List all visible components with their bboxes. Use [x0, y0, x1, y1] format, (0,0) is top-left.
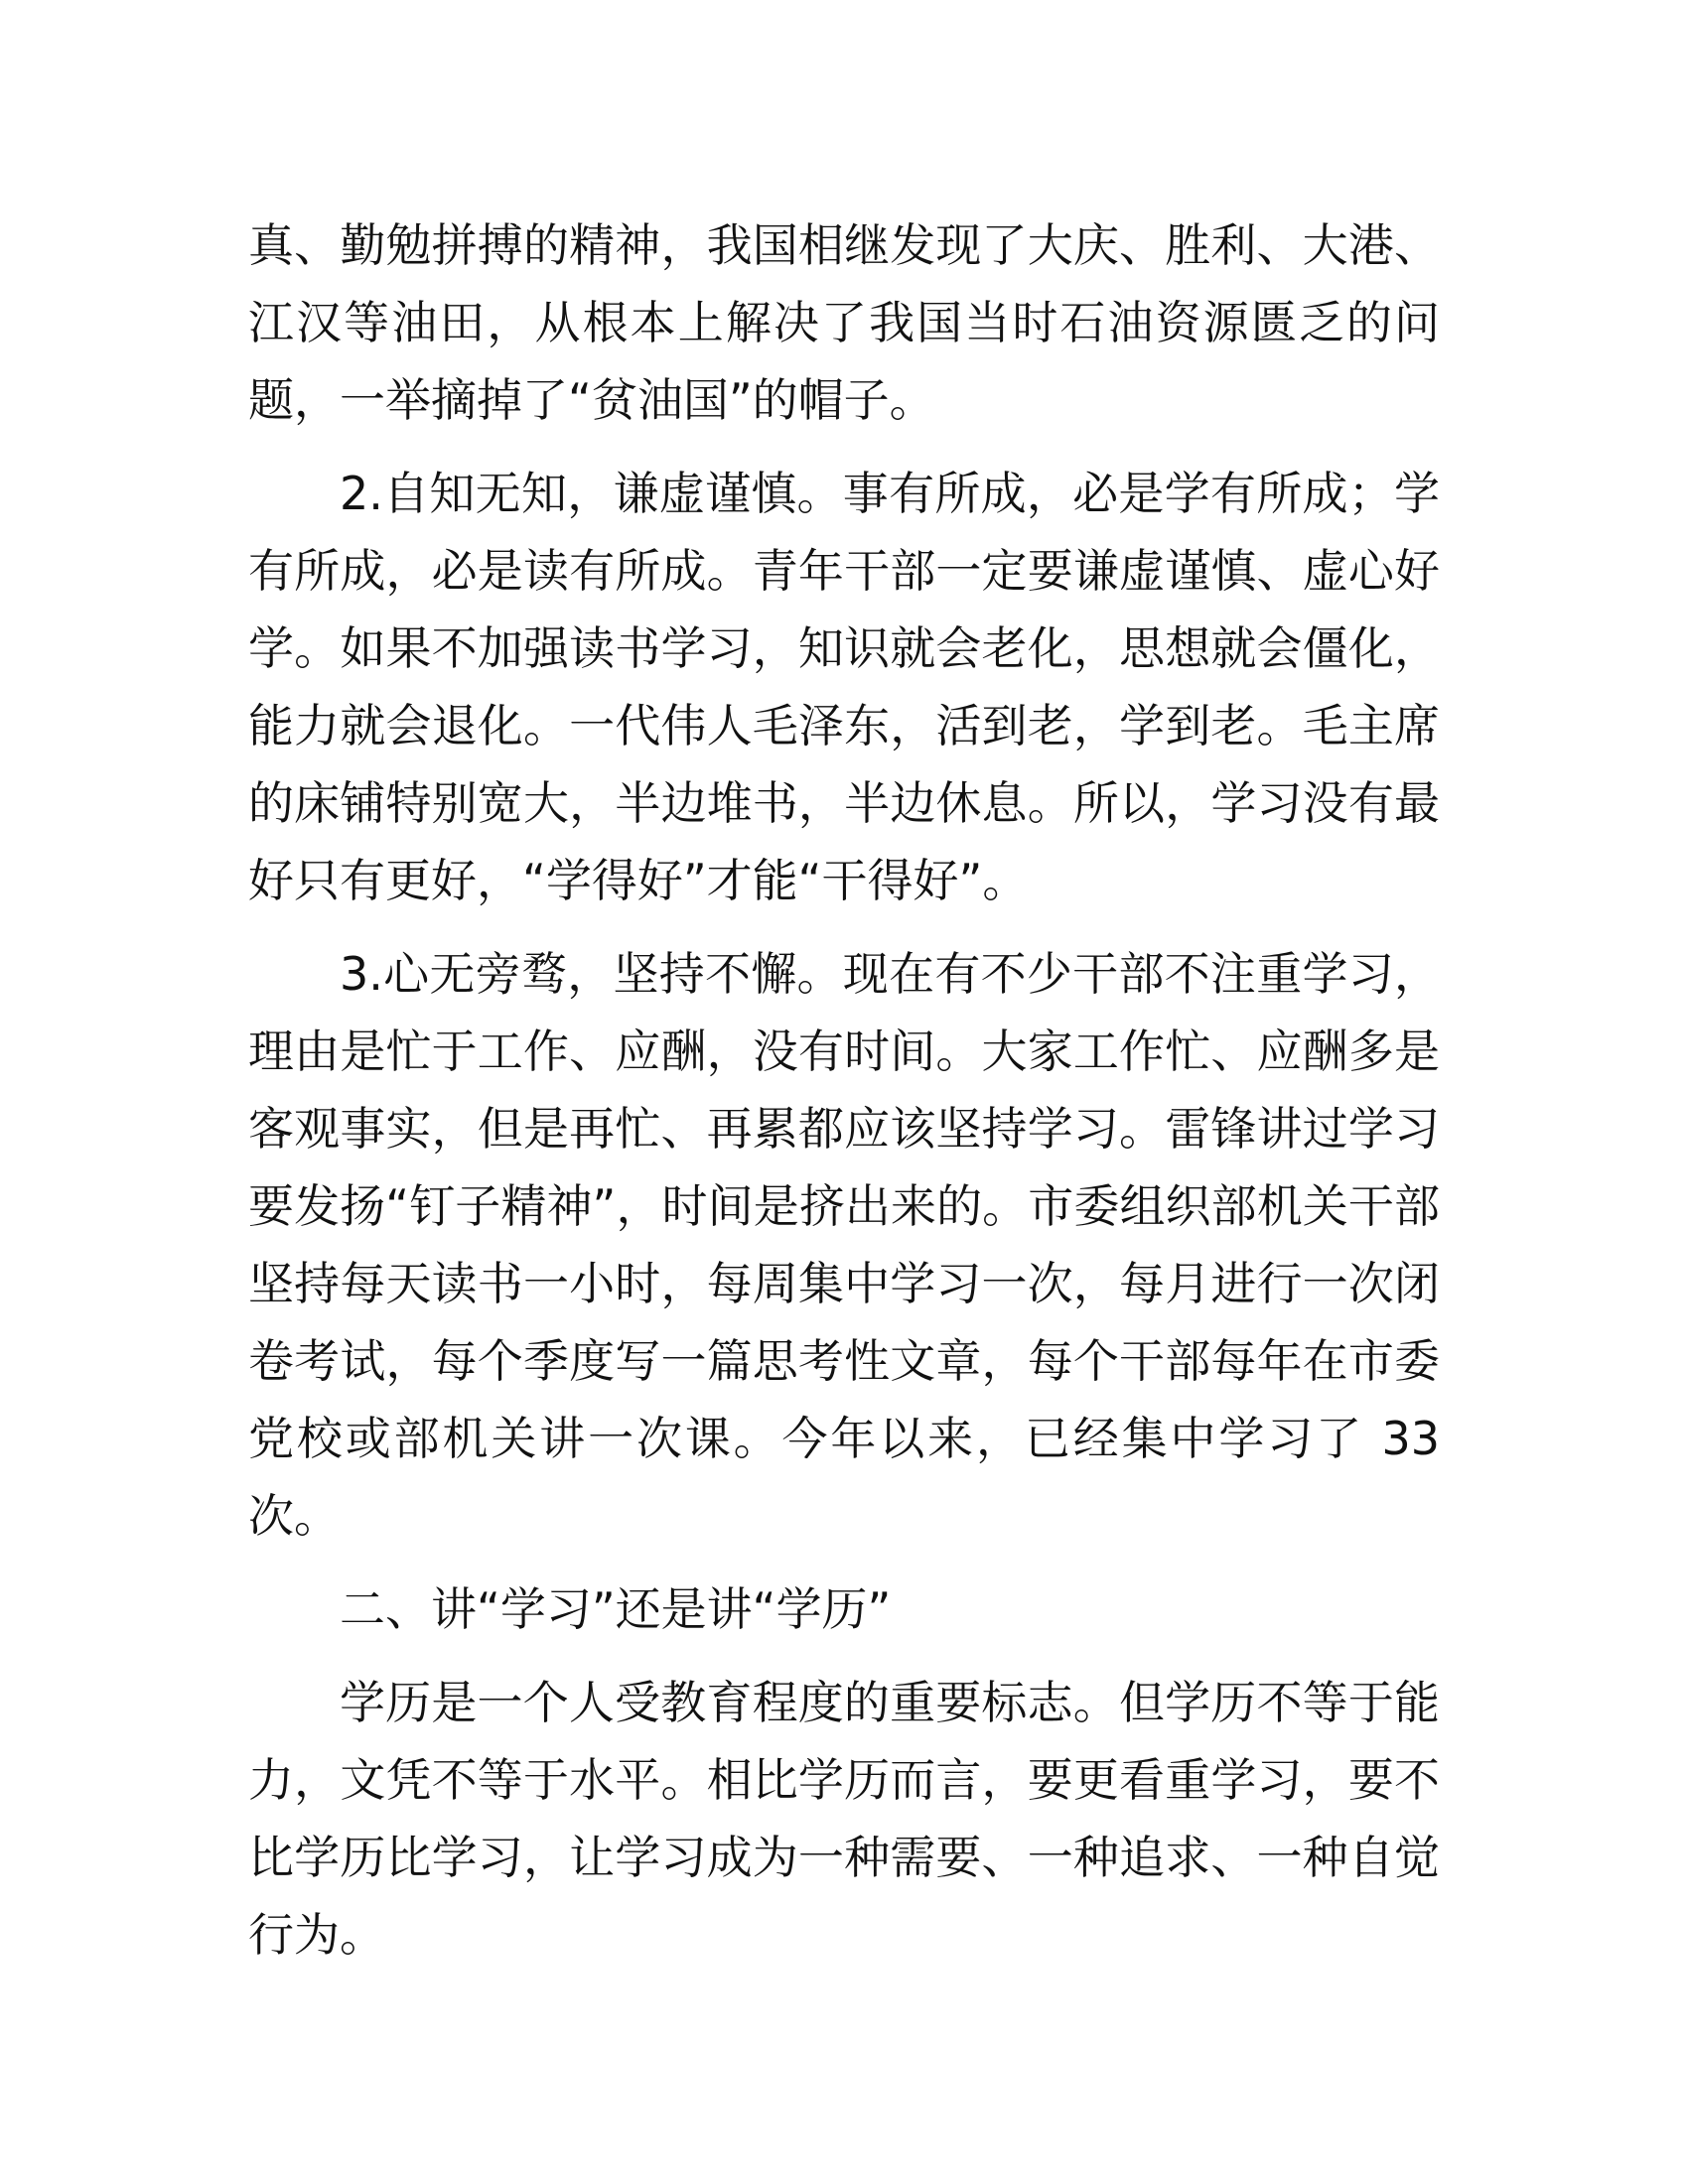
paragraph-point-2: 2.自知无知，谦虚谨慎。事有所成，必是学有所成；学有所成，必是读有所成。青年干部一定要谦虚谨慎、虚心好学。如果不加强读书学习，知识就会老化，思想就会僵化，能力就会退化。一代伟人毛泽东，活到老，学到老。毛主席的床铺特别宽大，半边堆书，半边休息。所以，学习没有最好只有更好，“学得好”才能“干得好”。 [248, 467, 1440, 907]
section-heading: 二、讲“学习”还是讲“学历” [340, 1582, 892, 1636]
paragraph-continued: 真、勤勉拼搏的精神，我国相继发现了大庆、胜利、大港、江汉等油田，从根本上解决了我国当时石油资源匮乏的问题，一举摘掉了“贫油国”的帽子。 [248, 218, 1440, 427]
document-body [248, 206, 1440, 1989]
paragraph-section-2: 学历是一个人受教育程度的重要标志。但学历不等于能力，文凭不等于水平。相比学历而言，要更看重学习，要不比学历比学习，让学习成为一种需要、一种追求、一种自觉行为。 [248, 1676, 1440, 1962]
paragraph-point-3: 3.心无旁骛，坚持不懈。现在有不少干部不注重学习，理由是忙于工作、应酬，没有时间。大家工作忙、应酬多是客观事实，但是再忙、再累都应该坚持学习。雷锋讲过学习要发扬“钉子精神”，时间是挤出来的。市委组织部机关干部坚持每天读书一小时，每周集中学习一次，每月进行一次闭卷考试，每个季度写一篇思考性文章，每个干部每年在市委党校或部机关讲一次课。今年以来，已经集中学习了 33 次。 [248, 947, 1440, 1543]
